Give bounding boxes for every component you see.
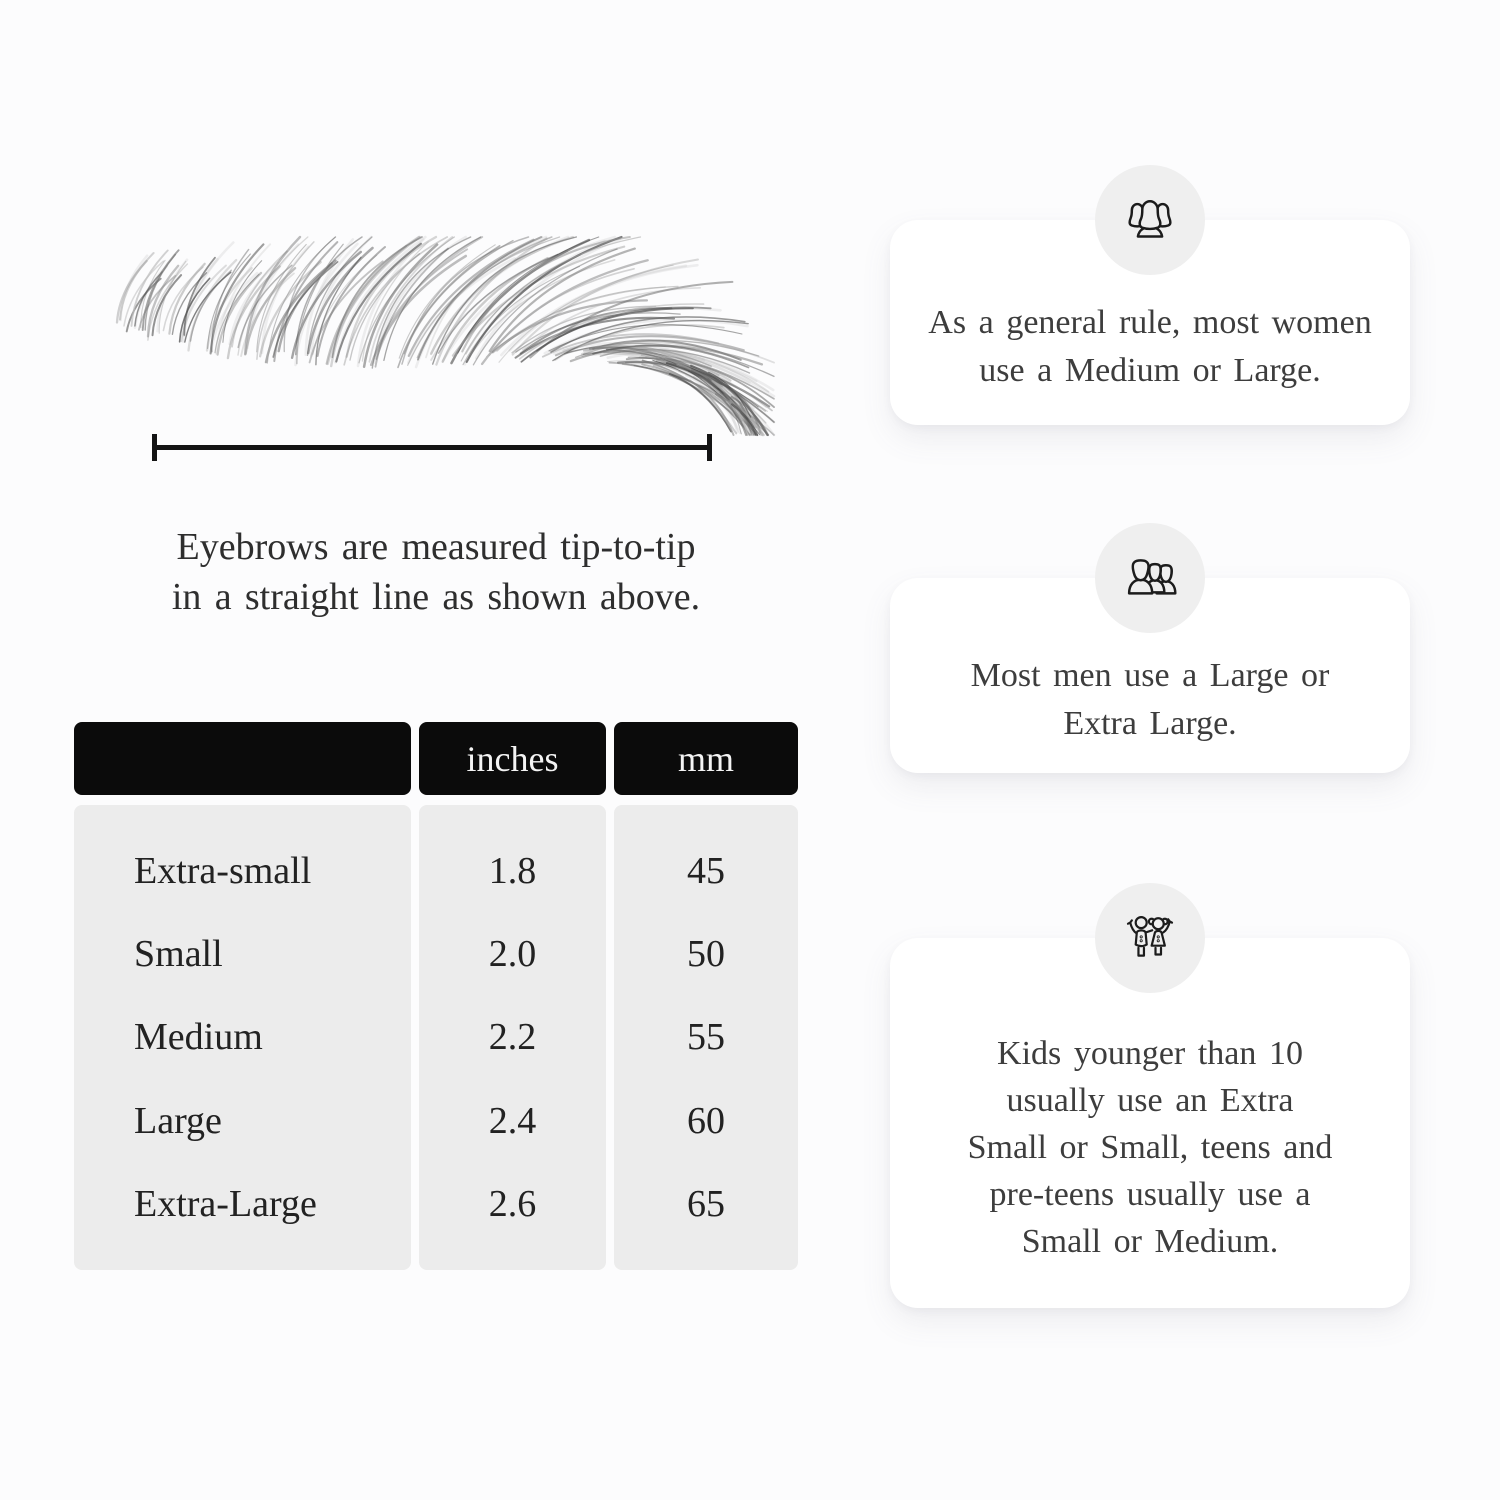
card-text-line: Small or Medium. (1021, 1223, 1279, 1260)
card-text-line: Extra Large. (1063, 705, 1237, 742)
size-table-mm-column (614, 805, 798, 1270)
table-cell-label: Medium (134, 1016, 263, 1059)
table-cell-inches: 2.4 (488, 1099, 537, 1142)
table-cell-inches: 2.6 (488, 1183, 537, 1226)
table-cell-label: Extra-Large (134, 1183, 317, 1226)
size-table-header-size (74, 722, 411, 795)
card-text-line: Small or Small, teens and (967, 1129, 1333, 1166)
men-size-note-card (890, 578, 1410, 773)
kids-icon-circle (1095, 883, 1205, 993)
kids-size-note (890, 938, 1410, 1308)
size-table-header-inches: inches (419, 722, 606, 795)
table-cell-inches: 2.2 (488, 1016, 537, 1059)
table-cell-mm: 55 (687, 1016, 725, 1059)
table-cell-label: Extra-small (134, 849, 312, 892)
card-text-line: use a Medium or Large. (979, 352, 1321, 389)
table-cell-inches: 2.0 (488, 933, 537, 976)
measurement-caption (74, 522, 798, 622)
table-cell-mm: 60 (687, 1099, 725, 1142)
kids-size-note-card (890, 938, 1410, 1308)
kids-icon (1117, 905, 1183, 971)
size-table-header (74, 722, 798, 795)
measurement-line (152, 434, 712, 461)
caption-line-1: Eyebrows are measured tip-to-tip (176, 526, 696, 568)
men-icon-circle (1095, 523, 1205, 633)
card-text-line: As a general rule, most women (928, 304, 1372, 341)
size-table-header-mm: mm (614, 722, 798, 795)
table-cell-label: Small (134, 933, 223, 976)
women-group-icon (1117, 187, 1183, 253)
men-group-icon (1117, 545, 1183, 611)
card-text-line: Most men use a Large or (970, 657, 1330, 694)
size-table (74, 722, 798, 1270)
size-table-inches-column (419, 805, 606, 1270)
table-cell-mm: 50 (687, 933, 725, 976)
measurement-line-bar (152, 445, 712, 450)
table-cell-mm: 65 (687, 1183, 725, 1226)
women-size-note-card (890, 220, 1410, 425)
size-table-label-column (74, 805, 411, 1270)
table-cell-mm: 45 (687, 849, 725, 892)
eyebrow-illustration (110, 235, 780, 440)
card-text-line: usually use an Extra (1006, 1082, 1294, 1119)
card-text-line: Kids younger than 10 (997, 1035, 1303, 1072)
size-table-body (74, 805, 798, 1270)
caption-line-2: in a straight line as shown above. (171, 576, 701, 618)
women-icon-circle (1095, 165, 1205, 275)
card-text-line: pre-teens usually use a (989, 1176, 1311, 1213)
table-cell-inches: 1.8 (488, 849, 537, 892)
table-cell-label: Large (134, 1099, 222, 1142)
